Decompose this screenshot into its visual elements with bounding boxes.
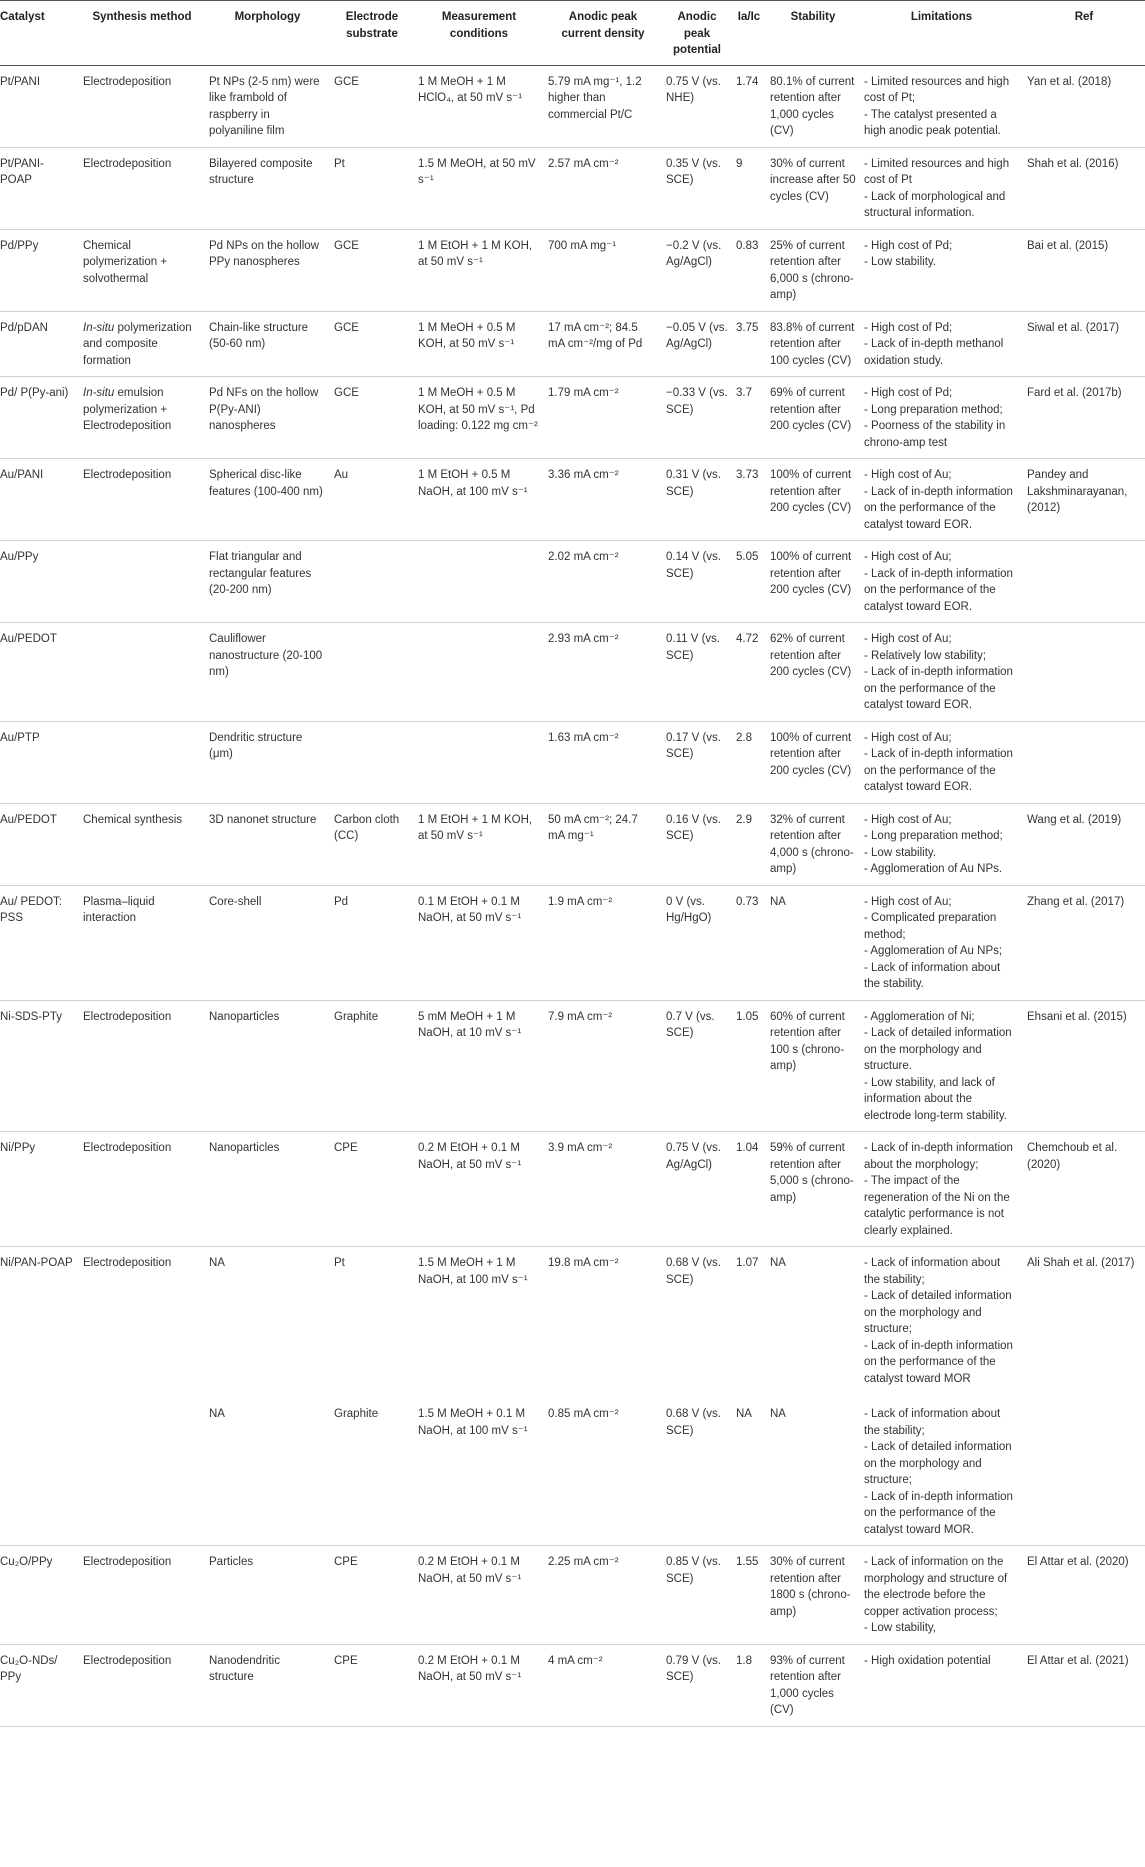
morphology-cell: Dendritic structure (μm) [205,721,330,803]
header-anodic-peak-potential: Anodic peak potential [662,1,732,66]
anodic-peak-potential-cell: 0.35 V (vs. SCE) [662,147,732,229]
electrode-substrate-cell [330,541,414,623]
catalyst-cell: Cu₂O-NDs/ PPy [0,1644,79,1726]
ref-cell: El Attar et al. (2020) [1023,1546,1145,1645]
synthesis-method-cell [79,377,205,459]
stability-cell: 30% of current increase after 50 cycles (CV) [766,147,860,229]
ref-cell: Fard et al. (2017b) [1023,377,1145,459]
stability-cell: 32% of current retention after 4,000 s (chrono-amp) [766,803,860,885]
ia-ic-cell: 0.83 [732,229,766,311]
anodic-peak-potential-cell: 0.75 V (vs. NHE) [662,65,732,147]
morphology-cell: Pd NPs on the hollow PPy nanospheres [205,229,330,311]
electrode-substrate-cell [330,623,414,722]
ia-ic-cell: 1.55 [732,1546,766,1645]
ref-cell: Ali Shah et al. (2017) [1027,1257,1135,1269]
ref-cell: Wang et al. (2019) [1023,803,1145,885]
stability-cell: 30% of current retention after 1800 s (chrono-amp) [766,1546,860,1645]
header-catalyst: Catalyst [0,1,79,66]
synthesis-method-cell: Electrodeposition [79,1546,205,1645]
measurement-conditions-cell [414,721,544,803]
anodic-peak-potential-cell: 0.75 V (vs. Ag/AgCl) [662,1132,732,1247]
measurement-conditions-cell: 5 mM MeOH + 1 M NaOH, at 10 mV s⁻¹ [414,1000,544,1132]
table-row [0,311,1145,377]
ia-ic-cell: 9 [732,147,766,229]
stability-cell: 69% of current retention after 200 cycles (CV) [766,377,860,459]
electrode-substrate-cell: GCE [330,311,414,377]
synthesis-method-cell: Electrodeposition [79,65,205,147]
measurement-conditions-cell: 1 M MeOH + 1 M HClO₄, at 50 mV s⁻¹ [414,65,544,147]
ref-cell: Yan et al. (2018) [1023,65,1145,147]
measurement-conditions-cell: 1 M MeOH + 0.5 M KOH, at 50 mV s⁻¹, Pd loading: 0.122 mg cm⁻² [414,377,544,459]
electrode-substrate-cell: CPE [330,1546,414,1645]
synthesis-method-cell: Chemical synthesis [79,803,205,885]
catalyst-cell: Au/PEDOT [0,803,79,885]
electrode-substrate-cell: Pd [330,885,414,1000]
anodic-peak-current-density-cell: 1.79 mA cm⁻² [544,377,662,459]
header-measurement-conditions: Measurement conditions [414,1,544,66]
morphology-cell: NA [209,1257,225,1269]
anodic-peak-current-density-cell: 2.25 mA cm⁻² [544,1546,662,1645]
synthesis-method-cell: Electrodeposition [79,459,205,541]
anodic-peak-current-density-cell: 5.79 mA mg⁻¹, 1.2 higher than commercial Pt/C [544,65,662,147]
anodic-peak-potential-cell: 0.31 V (vs. SCE) [662,459,732,541]
ia-ic-cell: 5.05 [732,541,766,623]
measurement-conditions-cell [414,623,544,722]
limitations-cell: - High cost of Au; - Complicated preparation method; - Agglomeration of Au NPs; - Lack of information about the stability. [860,885,1023,1000]
electrode-substrate-cell: Graphite [330,1000,414,1132]
ref-cell: El Attar et al. (2021) [1023,1644,1145,1726]
table-row [0,1394,1145,1546]
catalyst-cell: Au/PEDOT [0,623,79,722]
measurement-conditions-cell: 1.5 M MeOH + 0.1 M NaOH, at 100 mV s⁻¹ [414,1394,544,1546]
morphology-cell: 3D nanonet structure [205,803,330,885]
ia-ic-cell: 1.07 [736,1257,759,1269]
ref-cell [1023,721,1145,803]
anodic-peak-potential-cell: −0.33 V (vs. SCE) [662,377,732,459]
anodic-peak-potential-cell: 0.68 V (vs. SCE) [662,1394,732,1546]
catalyst-cell: Au/PANI [0,459,79,541]
stability-cell: 60% of current retention after 100 s (chrono-amp) [766,1000,860,1132]
morphology-cell: Nanodendritic structure [205,1644,330,1726]
header-electrode-substrate: Electrode substrate [330,1,414,66]
limitations-cell: - Limited resources and high cost of Pt; - The catalyst presented a high anodic peak potential. [860,65,1023,147]
catalyst-cell: Pt/PANI-POAP [0,147,79,229]
anodic-peak-potential-cell: −0.2 V (vs. Ag/AgCl) [662,229,732,311]
ia-ic-cell: 1.74 [732,65,766,147]
measurement-conditions-cell [414,541,544,623]
limitations-cell: - High cost of Pd; - Low stability. [860,229,1023,311]
table-row [0,623,1145,722]
ia-ic-cell: 2.9 [732,803,766,885]
anodic-peak-current-density-cell: 2.57 mA cm⁻² [544,147,662,229]
electrode-substrate-cell: CPE [330,1132,414,1247]
anodic-peak-potential-cell: 0.79 V (vs. SCE) [662,1644,732,1726]
anodic-peak-current-density-cell: 2.02 mA cm⁻² [544,541,662,623]
electrode-substrate-cell: CPE [330,1644,414,1726]
electrode-substrate-cell: Graphite [330,1394,414,1546]
ref-cell: Pandey and Lakshminarayanan, (2012) [1023,459,1145,541]
measurement-conditions-cell: 1 M EtOH + 0.5 M NaOH, at 100 mV s⁻¹ [414,459,544,541]
measurement-conditions-cell: 1.5 M MeOH, at 50 mV s⁻¹ [414,147,544,229]
electrode-substrate-cell: GCE [330,229,414,311]
anodic-peak-current-density-cell: 19.8 mA cm⁻² [548,1257,619,1269]
anodic-peak-current-density-cell: 1.9 mA cm⁻² [544,885,662,1000]
ia-ic-cell: 1.05 [732,1000,766,1132]
table-row [0,541,1145,623]
catalyst-cell: Au/PTP [0,721,79,803]
stability-cell: 80.1% of current retention after 1,000 cycles (CV) [766,65,860,147]
table-row [0,1644,1145,1726]
limitations-cell: - Lack of information about the stability; - Lack of detailed information on the morphology and structure; - Lack of in-depth information on the performance of the catalyst toward MOR. [860,1394,1023,1546]
table-row [0,885,1145,1000]
synthesis-method-cell [79,311,205,377]
limitations-cell: - High cost of Pd; - Lack of in-depth methanol oxidation study. [860,311,1023,377]
measurement-conditions-cell: 0.1 M EtOH + 0.1 M NaOH, at 50 mV s⁻¹ [414,885,544,1000]
table-row [0,377,1145,459]
measurement-conditions-cell: 0.2 M EtOH + 0.1 M NaOH, at 50 mV s⁻¹ [414,1546,544,1645]
morphology-cell: Core-shell [205,885,330,1000]
table-body [0,65,1145,1726]
table-row [0,229,1145,311]
stability-cell: 100% of current retention after 200 cycles (CV) [766,541,860,623]
morphology-cell: Bilayered composite structure [205,147,330,229]
header-ia-ic: Ia/Ic [732,1,766,66]
header-morphology: Morphology [205,1,330,66]
synthesis-method-cell: Electrodeposition [83,1257,172,1269]
anodic-peak-current-density-cell: 700 mA mg⁻¹ [544,229,662,311]
synthesis-method-cell [79,623,205,722]
anodic-peak-current-density-cell: 0.85 mA cm⁻² [544,1394,662,1546]
electrode-substrate-cell [330,721,414,803]
ia-ic-cell: 3.75 [732,311,766,377]
synthesis-text: polymerization and composite formation [83,321,192,367]
table-row [0,1000,1145,1132]
morphology-cell: Chain-like structure (50-60 nm) [205,311,330,377]
anodic-peak-potential-cell: 0.17 V (vs. SCE) [662,721,732,803]
ref-cell: Siwal et al. (2017) [1023,311,1145,377]
ia-ic-cell: 3.73 [732,459,766,541]
header-ref: Ref [1023,1,1145,66]
synthesis-method-cell [79,1394,205,1546]
stability-cell: NA [766,1394,860,1546]
table-row [0,1132,1145,1247]
stability-cell: 25% of current retention after 6,000 s (chrono-amp) [766,229,860,311]
anodic-peak-current-density-cell: 50 mA cm⁻²; 24.7 mA mg⁻¹ [544,803,662,885]
catalyst-cell: Ni/PAN-POAP [0,1257,73,1269]
ref-cell [1023,1394,1145,1546]
morphology-cell: Nanoparticles [205,1000,330,1132]
stability-cell: 59% of current retention after 5,000 s (chrono-amp) [766,1132,860,1247]
header-stability: Stability [766,1,860,66]
synthesis-method-cell: Plasma–liquid interaction [79,885,205,1000]
stability-cell: 100% of current retention after 200 cycles (CV) [766,459,860,541]
morphology-cell: Particles [205,1546,330,1645]
ia-ic-cell: NA [732,1394,766,1546]
limitations-cell: - High cost of Au; - Long preparation method; - Low stability. - Agglomeration of Au NPs. [860,803,1023,885]
ref-cell [1023,541,1145,623]
anodic-peak-current-density-cell: 17 mA cm⁻²; 84.5 mA cm⁻²/mg of Pd [544,311,662,377]
header-limitations: Limitations [860,1,1023,66]
table-row [0,147,1145,229]
ia-ic-cell: 0.73 [732,885,766,1000]
anodic-peak-potential-cell: 0.68 V (vs. SCE) [666,1257,721,1286]
catalyst-cell: Cu₂O/PPy [0,1546,79,1645]
ia-ic-cell: 1.8 [732,1644,766,1726]
morphology-cell: Pd NFs on the hollow P(Py-ANI) nanospheres [205,377,330,459]
measurement-conditions-cell: 1 M EtOH + 1 M KOH, at 50 mV s⁻¹ [414,803,544,885]
morphology-cell: Nanoparticles [205,1132,330,1247]
limitations-cell: - High cost of Au; - Lack of in-depth information on the performance of the catalyst toward EOR. [860,541,1023,623]
anodic-peak-potential-cell: −0.05 V (vs. Ag/AgCl) [662,311,732,377]
synthesis-italic-prefix: In-situ [83,321,115,334]
anodic-peak-potential-cell: 0.85 V (vs. SCE) [662,1546,732,1645]
anodic-peak-current-density-cell: 1.63 mA cm⁻² [544,721,662,803]
catalyst-cell: Pd/pDAN [0,311,79,377]
table-row [0,459,1145,541]
ref-cell: Chemchoub et al. (2020) [1023,1132,1145,1247]
limitations-cell: - Lack of information on the morphology and structure of the electrode before the copper activation process; - Low stability, [860,1546,1023,1645]
anodic-peak-current-density-cell: 3.36 mA cm⁻² [544,459,662,541]
header-synthesis-method: Synthesis method [79,1,205,66]
stability-cell: NA [770,1257,786,1269]
ia-ic-cell: 4.72 [732,623,766,722]
stability-cell: 83.8% of current retention after 100 cycles (CV) [766,311,860,377]
catalyst-cell: Ni/PPy [0,1132,79,1247]
measurement-conditions-cell: 1 M MeOH + 0.5 M KOH, at 50 mV s⁻¹ [414,311,544,377]
morphology-cell: Flat triangular and rectangular features (20-200 nm) [205,541,330,623]
ref-cell: Zhang et al. (2017) [1023,885,1145,1000]
ref-cell: Bai et al. (2015) [1023,229,1145,311]
morphology-cell: Cauliflower nanostructure (20-100 nm) [205,623,330,722]
anodic-peak-current-density-cell: 3.9 mA cm⁻² [544,1132,662,1247]
table-row [0,721,1145,803]
ref-cell: Ehsani et al. (2015) [1023,1000,1145,1132]
morphology-cell: Spherical disc-like features (100-400 nm) [205,459,330,541]
catalyst-cell: Pd/PPy [0,229,79,311]
limitations-cell: - High cost of Au; - Relatively low stability; - Lack of in-depth information on the performance of the catalyst toward EOR. [860,623,1023,722]
measurement-conditions-cell: 1.5 M MeOH + 1 M NaOH, at 100 mV s⁻¹ [418,1257,528,1286]
synthesis-italic-prefix: In-situ [83,387,115,399]
anodic-peak-potential-cell: 0 V (vs. Hg/HgO) [662,885,732,1000]
electrode-substrate-cell: Au [330,459,414,541]
catalyst-cell [0,1394,79,1546]
ia-ic-cell: 2.8 [732,721,766,803]
catalyst-cell: Ni-SDS-PTy [0,1000,79,1132]
catalyst-cell: Pt/PANI [0,65,79,147]
synthesis-method-cell: Electrodeposition [79,1132,205,1247]
electrode-substrate-cell: Carbon cloth (CC) [330,803,414,885]
anodic-peak-potential-cell: 0.16 V (vs. SCE) [662,803,732,885]
synthesis-method-cell: Electrodeposition [79,1000,205,1132]
electrode-substrate-cell: Pt [330,147,414,229]
table-row [0,65,1145,147]
table-row [0,1546,1145,1645]
ia-ic-cell: 1.04 [732,1132,766,1247]
header-row [0,1,1145,66]
catalyst-cell: Au/PPy [0,541,79,623]
anodic-peak-potential-cell: 0.14 V (vs. SCE) [662,541,732,623]
anodic-peak-current-density-cell: 4 mA cm⁻² [544,1644,662,1726]
anodic-peak-current-density-cell: 2.93 mA cm⁻² [544,623,662,722]
ref-cell [1023,623,1145,722]
catalyst-cell: Pd/ P(Py-ani) [0,377,79,459]
stability-cell: 93% of current retention after 1,000 cycles (CV) [766,1644,860,1726]
electrode-substrate-cell: GCE [330,65,414,147]
ia-ic-cell: 3.7 [732,377,766,459]
limitations-cell: - High cost of Au; - Lack of in-depth information on the performance of the catalyst toward EOR. [860,721,1023,803]
header-anodic-peak-current-density: Anodic peak current density [544,1,662,66]
limitations-cell: - High cost of Pd; - Long preparation method; - Poorness of the stability in chrono-amp test [860,377,1023,459]
limitations-cell: - High oxidation potential [860,1644,1023,1726]
electrode-substrate-cell: Pt [334,1257,345,1269]
morphology-cell: NA [205,1394,330,1546]
limitations-cell: - Lack of in-depth information about the morphology; - The impact of the regeneration of the Ni on the catalytic performance is not clearly explained. [860,1132,1023,1247]
stability-cell: 100% of current retention after 200 cycles (CV) [766,721,860,803]
synthesis-text: emulsion polymerization + Electrodeposition [83,387,172,432]
synthesis-method-cell: Chemical polymerization + solvothermal [79,229,205,311]
synthesis-method-cell: Electrodeposition [79,1644,205,1726]
stability-cell: NA [766,885,860,1000]
measurement-conditions-cell: 0.2 M EtOH + 0.1 M NaOH, at 50 mV s⁻¹ [414,1644,544,1726]
stability-cell: 62% of current retention after 200 cycles (CV) [766,623,860,722]
catalyst-cell: Au/ PEDOT: PSS [0,885,79,1000]
morphology-cell: Pt NPs (2-5 nm) were like frambold of raspberry in polyaniline film [205,65,330,147]
limitations-cell: - Lack of information about the stability; - Lack of detailed information on the morphology and structure; - Lack of in-depth information on the performance of the catalyst toward MOR [864,1257,1013,1385]
limitations-cell: - Limited resources and high cost of Pt - Lack of morphological and structural information. [860,147,1023,229]
ref-cell: Shah et al. (2016) [1023,147,1145,229]
anodic-peak-potential-cell: 0.11 V (vs. SCE) [662,623,732,722]
measurement-conditions-cell: 0.2 M EtOH + 0.1 M NaOH, at 50 mV s⁻¹ [414,1132,544,1247]
synthesis-method-cell [79,541,205,623]
anodic-peak-current-density-cell: 7.9 mA cm⁻² [544,1000,662,1132]
electrode-substrate-cell: GCE [330,377,414,459]
measurement-conditions-cell: 1 M EtOH + 1 M KOH, at 50 mV s⁻¹ [414,229,544,311]
anodic-peak-potential-cell: 0.7 V (vs. SCE) [662,1000,732,1132]
limitations-cell: - High cost of Au; - Lack of in-depth information on the performance of the catalyst toward EOR. [860,459,1023,541]
synthesis-method-cell: Electrodeposition [79,147,205,229]
table-row [0,803,1145,885]
limitations-cell: - Agglomeration of Ni; - Lack of detailed information on the morphology and structure. - Low stability, and lack of information about the electrode long-term stability. [860,1000,1023,1132]
synthesis-method-cell [79,721,205,803]
table-row [0,1247,1145,1395]
